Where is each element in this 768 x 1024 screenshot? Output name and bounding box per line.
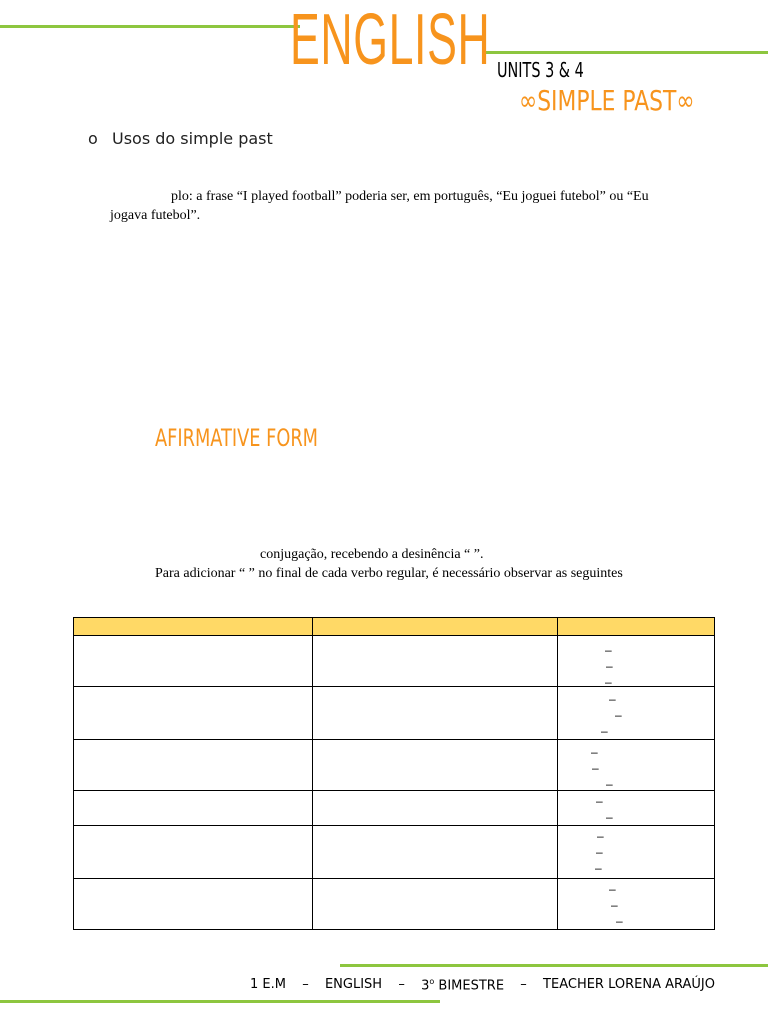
footer-separator: – [302,977,309,992]
top-left-rule [0,25,300,28]
table-row [74,879,715,930]
dash-mark: – [601,724,608,738]
bottom-right-rule [340,964,768,967]
rules-line-2-text: Para adicionar “ ” no final de cada verbo regular, é necessário observar as seguintes [155,566,623,581]
dash-mark: – [595,861,602,875]
table-cell [558,740,715,791]
dash-mark: – [596,845,603,859]
table-cell [313,636,558,687]
dash-mark: – [605,643,612,657]
table-cell [558,687,715,740]
dash-mark: – [606,777,613,791]
dash-mark: – [597,829,604,843]
bottom-left-rule [0,1000,440,1003]
section-heading: AFIRMATIVE FORM [155,424,318,452]
table-row [74,687,715,740]
dash-mark: – [591,745,598,759]
table-header-cell [313,618,558,636]
dash-mark: – [592,761,599,775]
table-cell [558,879,715,930]
dash-mark: – [606,810,613,824]
table-cell [74,879,313,930]
table-cell [313,687,558,740]
footer-grade: 1 E.M [250,977,286,992]
dash-mark: – [606,659,613,673]
table-cell [313,791,558,826]
rules-line-1-text: conjugação, recebendo a desinência “ ”. [260,547,484,562]
footer-term [421,977,504,993]
table-cell [558,826,715,879]
footer-term-sup: o [429,977,435,986]
table-cell [313,826,558,879]
footer-separator: – [398,977,405,992]
page-subtitle: ∞SIMPLE PAST∞ [519,84,695,117]
table-cell [313,740,558,791]
rules-line-2 [155,564,623,583]
bullet-text: Usos do simple past [112,129,273,148]
table-row [74,636,715,687]
table-cell [74,791,313,826]
bullet-marker: o [88,129,98,148]
bullet-item [88,129,273,148]
footer-term-word: BIMESTRE [438,978,505,994]
table-cell [74,826,313,879]
table-cell [558,791,715,826]
table-header-cell [558,618,715,636]
example-line-2-text: jogava futebol”. [110,208,201,223]
table-header-row [74,618,715,636]
dash-mark: – [611,898,618,912]
table-cell [313,879,558,930]
page-title: ENGLISH [290,0,491,80]
table-row [74,791,715,826]
example-line-1-text: plo: a frase “I played football” poderia ser, em português, “Eu joguei futebol” ou “Eu [171,189,649,204]
dash-mark: – [609,692,616,706]
table-cell [74,687,313,740]
footer-separator: – [520,977,527,992]
table-row [74,740,715,791]
top-right-rule [486,51,768,54]
footer-term-number: 3 [421,978,430,994]
rules-table [73,617,715,930]
example-line-2 [110,206,200,225]
table-cell [558,636,715,687]
example-line-1 [171,187,714,206]
dash-mark: – [605,675,612,689]
units-label: UNITS 3 & 4 [497,58,584,82]
footer-subject: ENGLISH [324,977,383,992]
dash-mark: – [615,708,622,722]
rules-line-1 [260,545,484,564]
table-cell [74,740,313,791]
table-header-cell [74,618,313,636]
dash-mark: – [609,882,616,896]
footer [250,977,715,993]
dash-mark: – [596,794,603,808]
table-cell [74,636,313,687]
footer-teacher: TEACHER LORENA ARAÚJO [543,977,715,992]
dash-mark: – [616,914,623,928]
table-row [74,826,715,879]
